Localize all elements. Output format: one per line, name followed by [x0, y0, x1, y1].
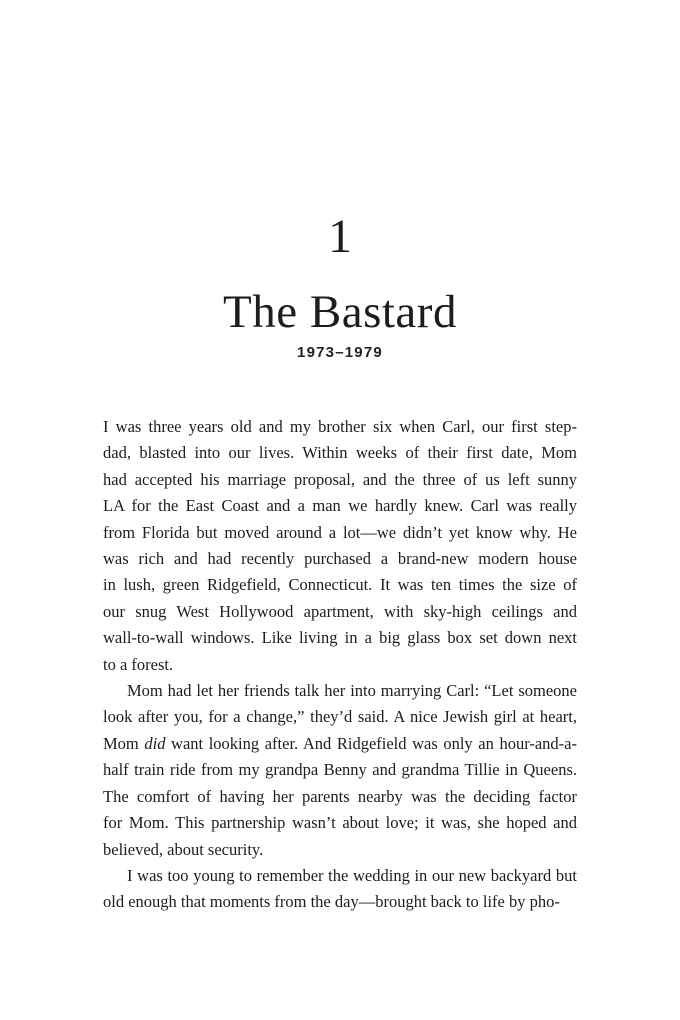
chapter-number: 1 — [328, 210, 352, 263]
text-line — [103, 493, 577, 519]
text-run: from Florida but moved around a lot—we didn’t yet know why. He — [103, 522, 577, 542]
text-line — [103, 731, 577, 757]
chapter-title: The Bastard — [223, 286, 457, 338]
text-run: dad, blasted into our lives. Within weeks of their first date, Mom — [103, 443, 577, 463]
text-run: had accepted his marriage proposal, and the three of us left sunny — [103, 469, 577, 489]
text-run: I was too young to remember the wedding in our new backyard but — [127, 865, 577, 885]
text-line — [103, 784, 577, 810]
text-line — [103, 625, 577, 651]
text-run: to a forest. — [103, 654, 174, 674]
text-run: Mom had let her friends talk her into marrying Carl: “Let someone — [127, 681, 577, 701]
body-paragraph — [103, 678, 577, 863]
text-run: in lush, green Ridgefield, Connecticut. It was ten times the size of — [103, 575, 577, 595]
text-run: half train ride from my grandpa Benny and grandma Tillie in Queens. — [103, 760, 577, 780]
body-paragraph — [103, 863, 577, 916]
text-line — [103, 837, 577, 863]
text-line — [103, 520, 577, 546]
text-run: The comfort of having her parents nearby was the deciding factor — [103, 786, 577, 806]
body-paragraph — [103, 414, 577, 678]
text-line — [103, 757, 577, 783]
text-line — [103, 546, 577, 572]
text-line — [103, 440, 577, 466]
text-run: our snug West Hollywood apartment, with sky-high ceilings and — [103, 601, 577, 621]
text-line — [103, 678, 577, 704]
text-line — [103, 599, 577, 625]
text-line — [103, 704, 577, 730]
text-line — [103, 652, 577, 678]
text-run: Mom — [103, 733, 145, 753]
text-line — [103, 572, 577, 598]
text-run: old enough that moments from the day—brought back to life by pho- — [103, 892, 560, 912]
italic-text-run: did — [144, 733, 166, 753]
text-run: want looking after. And Ridgefield was only an hour-and-a- — [165, 733, 577, 753]
text-line — [103, 414, 577, 440]
text-run: LA for the East Coast and a man we hardly knew. Carl was really — [103, 496, 577, 516]
text-run: believed, about security. — [103, 839, 264, 859]
text-line — [103, 889, 577, 915]
text-line — [103, 810, 577, 836]
chapter-dates: 1973–1979 — [297, 344, 383, 361]
text-run: wall-to-wall windows. Like living in a big glass box set down next — [103, 628, 577, 648]
text-run: for Mom. This partnership wasn’t about love; it was, she hoped and — [103, 813, 577, 833]
text-run: look after you, for a change,” they’d said. A nice Jewish girl at heart, — [103, 707, 577, 727]
body-text — [103, 414, 577, 916]
text-run: I was three years old and my brother six when Carl, our first step- — [103, 417, 577, 436]
text-line — [103, 467, 577, 493]
text-run: was rich and had recently purchased a brand-new modern house — [103, 549, 577, 569]
text-line — [103, 863, 577, 889]
